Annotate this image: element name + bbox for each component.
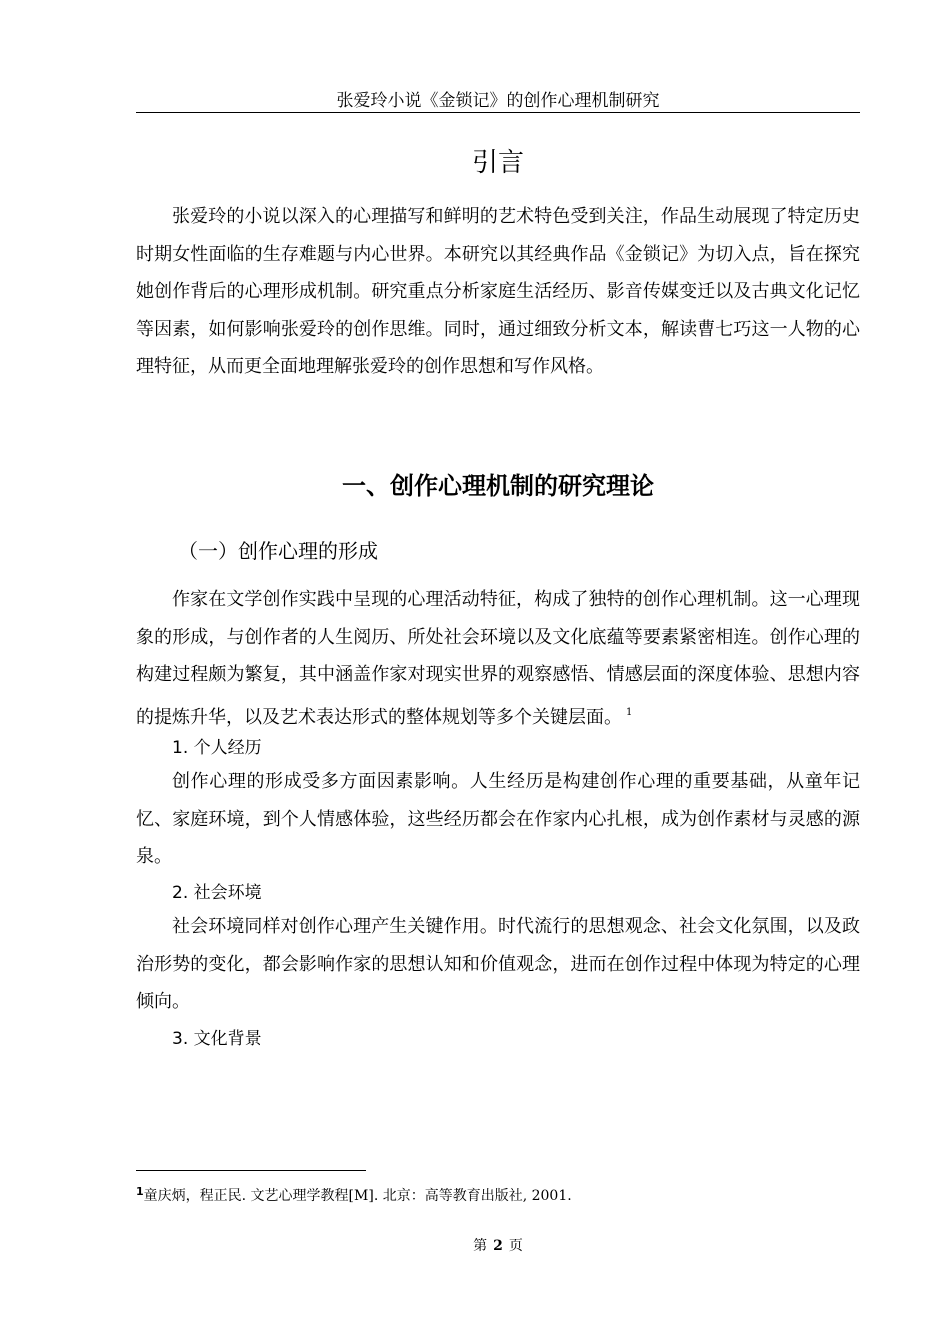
page-number-value: 2 bbox=[493, 1238, 503, 1254]
footnote-reference[interactable]: 1 bbox=[626, 706, 633, 718]
page-number bbox=[136, 1236, 860, 1256]
footnote-number: 1 bbox=[136, 1185, 144, 1198]
intro-title: 引言 bbox=[471, 148, 524, 178]
running-header: 张爱玲小说《金锁记》的创作心理机制研究 bbox=[336, 91, 660, 111]
footnote bbox=[136, 1181, 860, 1207]
personal-experience-paragraph: 创作心理的形成受多方面因素影响。人生经历是构建创作心理的重要基础，从童年记忆、家庭环境，到个人情感体验，这些经历都会在作家内心扎根，成为创作素材与灵感的源泉。 bbox=[136, 771, 860, 867]
footnote-rule bbox=[136, 1170, 366, 1171]
header-rule bbox=[136, 112, 860, 113]
section-title: （一）创作心理的形成 bbox=[178, 539, 378, 563]
page-number-prefix: 第 bbox=[473, 1238, 488, 1254]
subheading-personal-experience: 1. 个人经历 bbox=[172, 738, 262, 758]
social-environment-paragraph: 社会环境同样对创作心理产生关键作用。时代流行的思想观念、社会文化氛围，以及政治形势的变化，都会影响作家的思想认知和价值观念，进而在创作过程中体现为特定的心理倾向。 bbox=[136, 916, 860, 1012]
page-number-suffix: 页 bbox=[508, 1238, 523, 1254]
section-paragraph-text: 作家在文学创作实践中呈现的心理活动特征，构成了独特的创作心理机制。这一心理现象的形成，与创作者的人生阅历、所处社会环境以及文化底蕴等要素紧密相连。创作心理的构建过程颇为繁复，其中涵盖作家对现实世界的观察感悟、情感层面的深度体验、思想内容的提炼升华，以及艺术表达形式的整体规划等多个关键层面。 bbox=[136, 589, 860, 728]
chapter-title: 一、创作心理机制的研究理论 bbox=[342, 472, 654, 500]
footnote-text: 童庆炳，程正民. 文艺心理学教程[M]. 北京：高等教育出版社, 2001. bbox=[143, 1188, 572, 1204]
intro-paragraph: 张爱玲的小说以深入的心理描写和鲜明的艺术特色受到关注，作品生动展现了特定历史时期女性面临的生存难题与内心世界。本研究以其经典作品《金锁记》为切入点，旨在探究她创作背后的心理形成机制。研究重点分析家庭生活经历、影音传媒变迁以及古典文化记忆等因素，如何影响张爱玲的创作思维。同时，通过细致分析文本，解读曹七巧这一人物的心理特征，从而更全面地理解张爱玲的创作思想和写作风格。 bbox=[136, 206, 860, 377]
subheading-cultural-background: 3. 文化背景 bbox=[172, 1029, 262, 1049]
subheading-social-environment: 2. 社会环境 bbox=[172, 883, 262, 903]
section-paragraph bbox=[136, 581, 860, 736]
